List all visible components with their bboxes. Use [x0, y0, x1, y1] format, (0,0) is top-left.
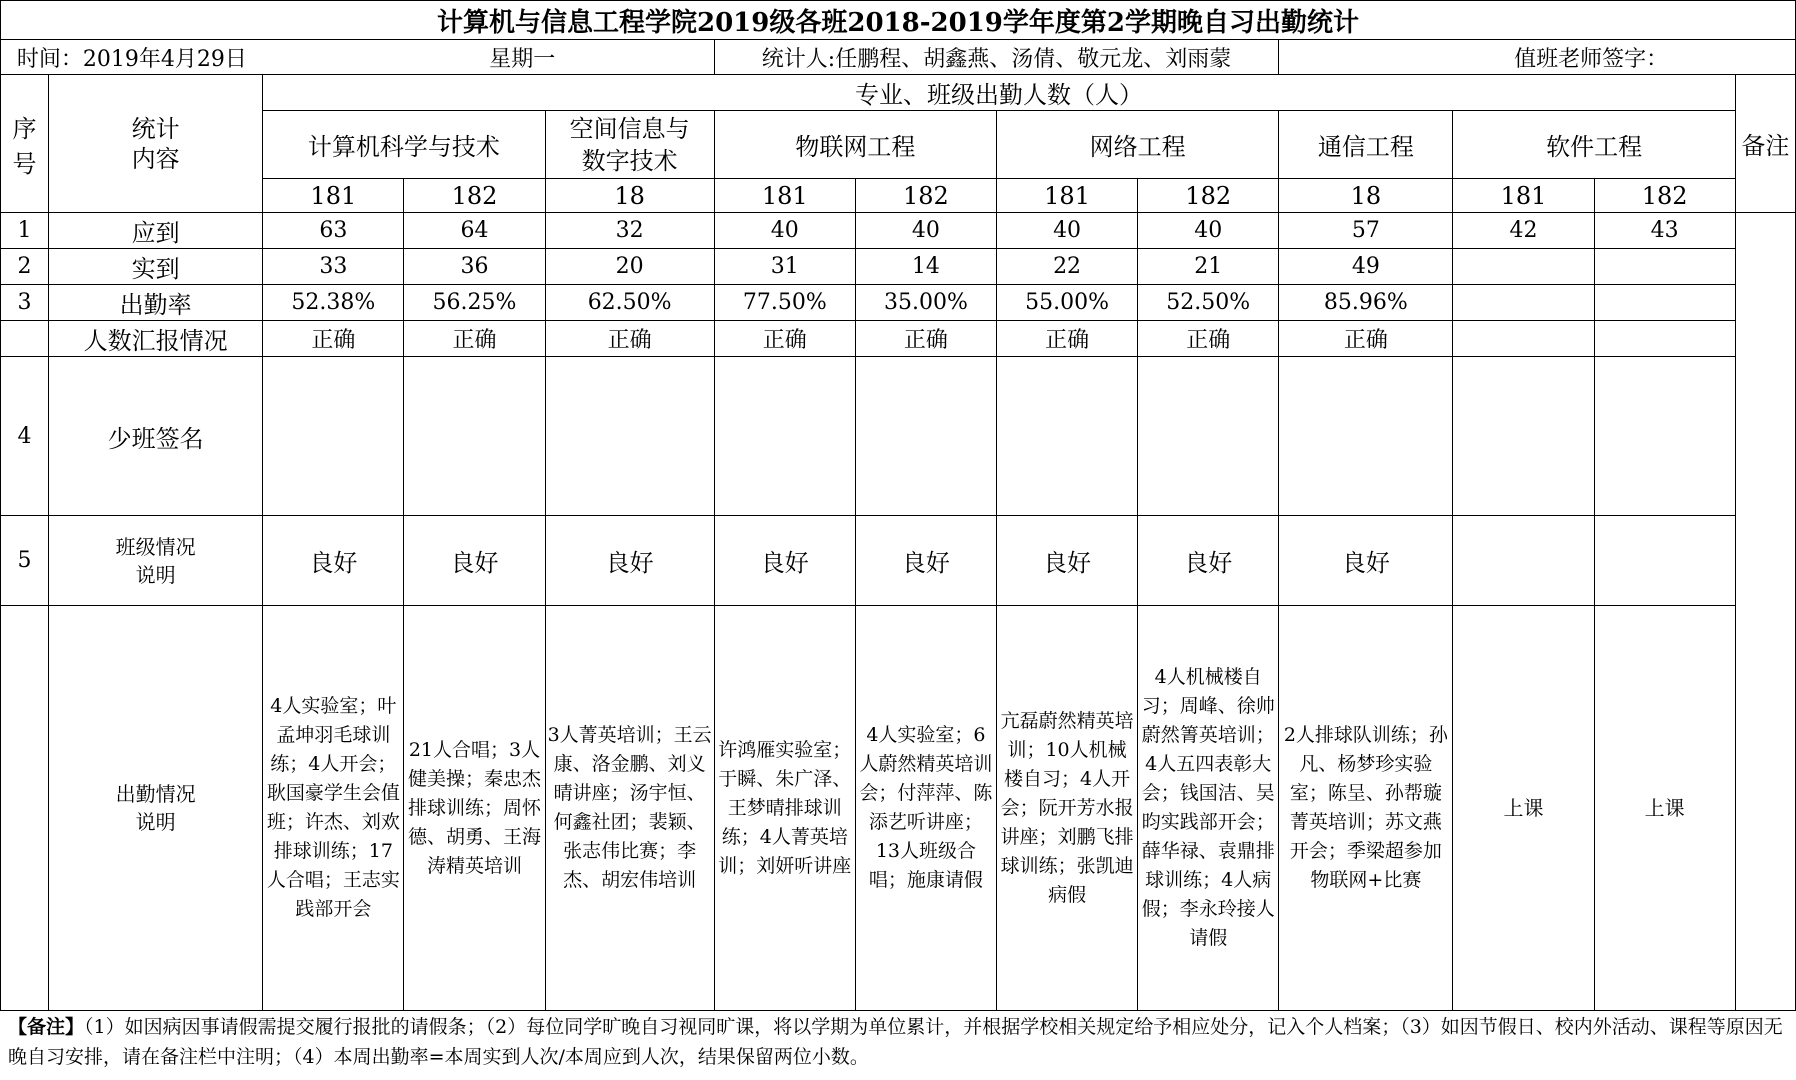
content-header: 统计 内容 [49, 75, 263, 213]
table-cell: 良好 [855, 516, 996, 606]
table-cell: 43 [1594, 213, 1735, 249]
row-seq [1, 321, 49, 357]
detail-cell: 亢磊蔚然精英培训；10人机械楼自习；4人开会；阮开芳水报讲座；刘鹏飞排球训练；张凯迪病假 [997, 606, 1138, 1011]
table-cell: 77.50% [714, 285, 855, 321]
table-cell: 正确 [855, 321, 996, 357]
table-cell: 40 [1138, 213, 1279, 249]
footer-head: 【备注】 [8, 1016, 85, 1038]
table-cell: 良好 [545, 516, 714, 606]
table-cell: 14 [855, 249, 996, 285]
major-header: 物联网工程 [714, 111, 996, 179]
table-row-rate [1, 285, 1796, 321]
table-cell: 良好 [997, 516, 1138, 606]
row-seq [1, 606, 49, 1011]
info-row [1, 40, 1796, 75]
table-cell: 21 [1138, 249, 1279, 285]
row-seq: 3 [1, 285, 49, 321]
table-cell: 40 [855, 213, 996, 249]
remarks-cell [1735, 213, 1795, 1011]
detail-cell: 上课 [1594, 606, 1735, 1011]
teacher-sign-field: 值班老师签字： [1279, 40, 1796, 75]
row-seq: 2 [1, 249, 49, 285]
table-cell: 57 [1279, 213, 1453, 249]
table-row-expected [1, 213, 1796, 249]
signature-cell[interactable] [545, 357, 714, 516]
class-header: 18 [1279, 179, 1453, 213]
table-cell [1594, 516, 1735, 606]
signature-cell[interactable] [404, 357, 545, 516]
major-header-row [1, 111, 1796, 179]
major-header: 空间信息与 数字技术 [545, 111, 714, 179]
table-row-sign [1, 357, 1796, 516]
class-header: 181 [714, 179, 855, 213]
table-cell: 良好 [263, 516, 404, 606]
class-header: 181 [1453, 179, 1594, 213]
signature-cell[interactable] [1453, 357, 1594, 516]
table-cell [1453, 516, 1594, 606]
table-cell [1594, 285, 1735, 321]
detail-cell: 4人实验室；6人蔚然精英培训会；付萍萍、陈添艺听讲座；13人班级合唱；施康请假 [855, 606, 996, 1011]
signature-cell[interactable] [997, 357, 1138, 516]
footer-note [8, 1012, 1788, 1072]
table-cell: 40 [997, 213, 1138, 249]
class-header-row [1, 179, 1796, 213]
weekday-field: 星期一 [263, 40, 714, 75]
row-label: 应到 [49, 213, 263, 249]
table-cell: 正确 [1138, 321, 1279, 357]
detail-cell: 21人合唱；3人健美操；秦忠杰排球训练；周怀德、胡勇、王海涛精英培训 [404, 606, 545, 1011]
table-cell: 40 [714, 213, 855, 249]
row-label: 实到 [49, 249, 263, 285]
table-cell [1594, 321, 1735, 357]
table-cell: 42 [1453, 213, 1594, 249]
table-cell: 20 [545, 249, 714, 285]
signature-cell[interactable] [1279, 357, 1453, 516]
class-header: 18 [545, 179, 714, 213]
seq-header: 序号 [1, 75, 49, 213]
table-cell: 36 [404, 249, 545, 285]
class-header: 182 [404, 179, 545, 213]
signature-cell[interactable] [1594, 357, 1735, 516]
row-label: 少班签名 [49, 357, 263, 516]
table-cell: 56.25% [404, 285, 545, 321]
row-seq: 4 [1, 357, 49, 516]
table-cell: 正确 [1279, 321, 1453, 357]
major-header: 计算机科学与技术 [263, 111, 545, 179]
table-cell [1453, 285, 1594, 321]
table-cell [1453, 321, 1594, 357]
table-cell: 52.50% [1138, 285, 1279, 321]
major-header: 网络工程 [997, 111, 1279, 179]
table-cell: 63 [263, 213, 404, 249]
table-row-detail [1, 606, 1796, 1011]
class-header: 182 [1138, 179, 1279, 213]
table-cell: 正确 [997, 321, 1138, 357]
table-cell: 35.00% [855, 285, 996, 321]
row-label: 人数汇报情况 [49, 321, 263, 357]
class-header: 182 [855, 179, 996, 213]
detail-cell: 2人排球队训练；孙凡、杨梦珍实验室；陈呈、孙帮璇菁英培训；苏文燕开会；季梁超参加物联网+比赛 [1279, 606, 1453, 1011]
table-cell: 良好 [1279, 516, 1453, 606]
signature-cell[interactable] [1138, 357, 1279, 516]
major-header: 通信工程 [1279, 111, 1453, 179]
row-seq: 5 [1, 516, 49, 606]
table-cell: 良好 [714, 516, 855, 606]
major-header: 软件工程 [1453, 111, 1735, 179]
class-header: 181 [263, 179, 404, 213]
sheet-title: 计算机与信息工程学院2019级各班2018-2019学年度第2学期晚自习出勤统计 [1, 1, 1796, 40]
table-cell: 正确 [404, 321, 545, 357]
group-header: 专业、班级出勤人数（人） [263, 75, 1735, 111]
row-label: 出勤情况 说明 [49, 606, 263, 1011]
table-row-actual [1, 249, 1796, 285]
detail-cell: 许鸿雁实验室；于瞬、朱广泽、王梦晴排球训练；4人菁英培训；刘妍听讲座 [714, 606, 855, 1011]
table-row-status [1, 516, 1796, 606]
class-header: 182 [1594, 179, 1735, 213]
table-cell [1594, 249, 1735, 285]
table-cell: 52.38% [263, 285, 404, 321]
recorders-field: 统计人:任鹏程、胡鑫燕、汤倩、敬元龙、刘雨蒙 [714, 40, 1279, 75]
table-cell: 正确 [714, 321, 855, 357]
table-cell: 正确 [545, 321, 714, 357]
signature-cell[interactable] [263, 357, 404, 516]
table-cell: 55.00% [997, 285, 1138, 321]
group-header-row [1, 75, 1796, 111]
table-cell: 32 [545, 213, 714, 249]
signature-cell[interactable] [855, 357, 996, 516]
row-label: 班级情况 说明 [49, 516, 263, 606]
table-cell: 31 [714, 249, 855, 285]
table-cell: 62.50% [545, 285, 714, 321]
row-seq: 1 [1, 213, 49, 249]
table-cell [1453, 249, 1594, 285]
table-cell: 22 [997, 249, 1138, 285]
signature-cell[interactable] [714, 357, 855, 516]
table-cell: 49 [1279, 249, 1453, 285]
table-cell: 正确 [263, 321, 404, 357]
table-cell: 64 [404, 213, 545, 249]
remarks-header: 备注 [1735, 75, 1795, 213]
detail-cell: 4人机械楼自习；周峰、徐帅蔚然箐英培训；4人五四表彰大会；钱国洁、吴昀实践部开会；薛华禄、袁鼎排球训练；4人病假；李永玲接人请假 [1138, 606, 1279, 1011]
class-header: 181 [997, 179, 1138, 213]
table-row-report [1, 321, 1796, 357]
row-label: 出勤率 [49, 285, 263, 321]
detail-cell: 4人实验室；叶孟坤羽毛球训练；4人开会；耿国豪学生会值班；许杰、刘欢排球训练；17人合唱；王志实践部开会 [263, 606, 404, 1011]
date-field: 时间：2019年4月29日 [1, 40, 263, 75]
detail-cell: 上课 [1453, 606, 1594, 1011]
table-cell: 良好 [404, 516, 545, 606]
detail-cell: 3人菁英培训；王云康、洛金鹏、刘义晴讲座；汤宇恒、何鑫社团；裴颖、张志伟比赛；李杰、胡宏伟培训 [545, 606, 714, 1011]
table-cell: 85.96% [1279, 285, 1453, 321]
footer-text: （1）如因病因事请假需提交履行报批的请假条；（2）每位同学旷晚自习视同旷课，将以学期为单位累计，并根据学校相关规定给予相应处分，记入个人档案；（3）如因节假日、校内外活动、课程等原因无晚自习安排，请在备注栏中注明；（4）本周出勤率=本周实到人次/本周应到人次，结果保留两位小数。 [8, 1016, 1783, 1068]
table-cell: 33 [263, 249, 404, 285]
table-cell: 良好 [1138, 516, 1279, 606]
